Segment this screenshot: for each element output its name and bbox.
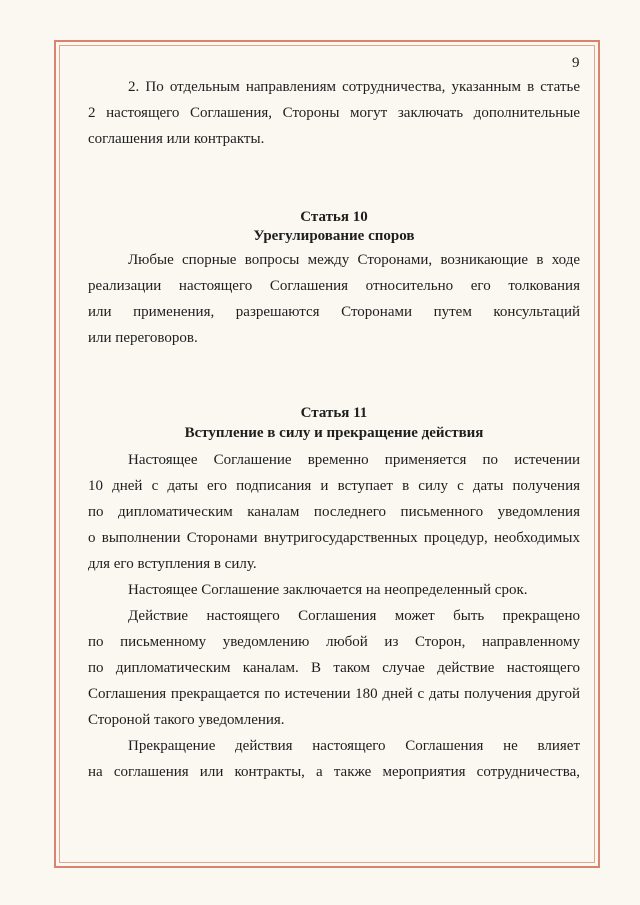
paragraph-line: или применения, разрешаются Сторонами путем консультаций	[88, 304, 580, 320]
article-10-subtitle: Урегулирование споров	[253, 228, 415, 244]
paragraph-line: реализации настоящего Соглашения относительно его толкования	[88, 278, 580, 294]
paragraph-line: Любые спорные вопросы между Сторонами, возникающие в ходе	[128, 252, 580, 268]
paragraph-line: на соглашения или контракты, а также мероприятия сотрудничества,	[88, 764, 580, 780]
paragraph-line: Стороной такого уведомления.	[88, 712, 285, 728]
paragraph-line: соглашения или контракты.	[88, 131, 265, 147]
paragraph-line: Прекращение действия настоящего Соглашения не влияет	[128, 738, 580, 754]
paragraph-line: по дипломатическим каналам. В таком случае действие настоящего	[88, 660, 580, 676]
article-10-title: Статья 10	[300, 209, 368, 225]
paragraph-line: о выполнении Сторонами внутригосударственных процедур, необходимых	[88, 530, 580, 546]
paragraph-line: по письменному уведомлению любой из Сторон, направленному	[88, 634, 580, 650]
article-11-subtitle: Вступление в силу и прекращение действия	[184, 425, 484, 441]
page-number: 9	[572, 55, 580, 71]
paragraph-line: Настоящее Соглашение заключается на неопределенный срок.	[128, 582, 528, 598]
paragraph-line: или переговоров.	[88, 330, 198, 346]
paragraph-line: 2 настоящего Соглашения, Стороны могут заключать дополнительные	[88, 105, 580, 121]
paragraph-line: 2. По отдельным направлениям сотрудничества, указанным в статье	[128, 79, 580, 95]
paragraph-line: для его вступления в силу.	[88, 556, 257, 572]
article-11-title: Статья 11	[300, 405, 368, 421]
paragraph-line: Соглашения прекращается по истечении 180 дней с даты получения другой	[88, 686, 580, 702]
paragraph-line: по дипломатическим каналам последнего письменного уведомления	[88, 504, 580, 520]
paragraph-line: 10 дней с даты его подписания и вступает в силу с даты получения	[88, 478, 580, 494]
paragraph-line: Настоящее Соглашение временно применяется по истечении	[128, 452, 580, 468]
paragraph-line: Действие настоящего Соглашения может быть прекращено	[128, 608, 580, 624]
